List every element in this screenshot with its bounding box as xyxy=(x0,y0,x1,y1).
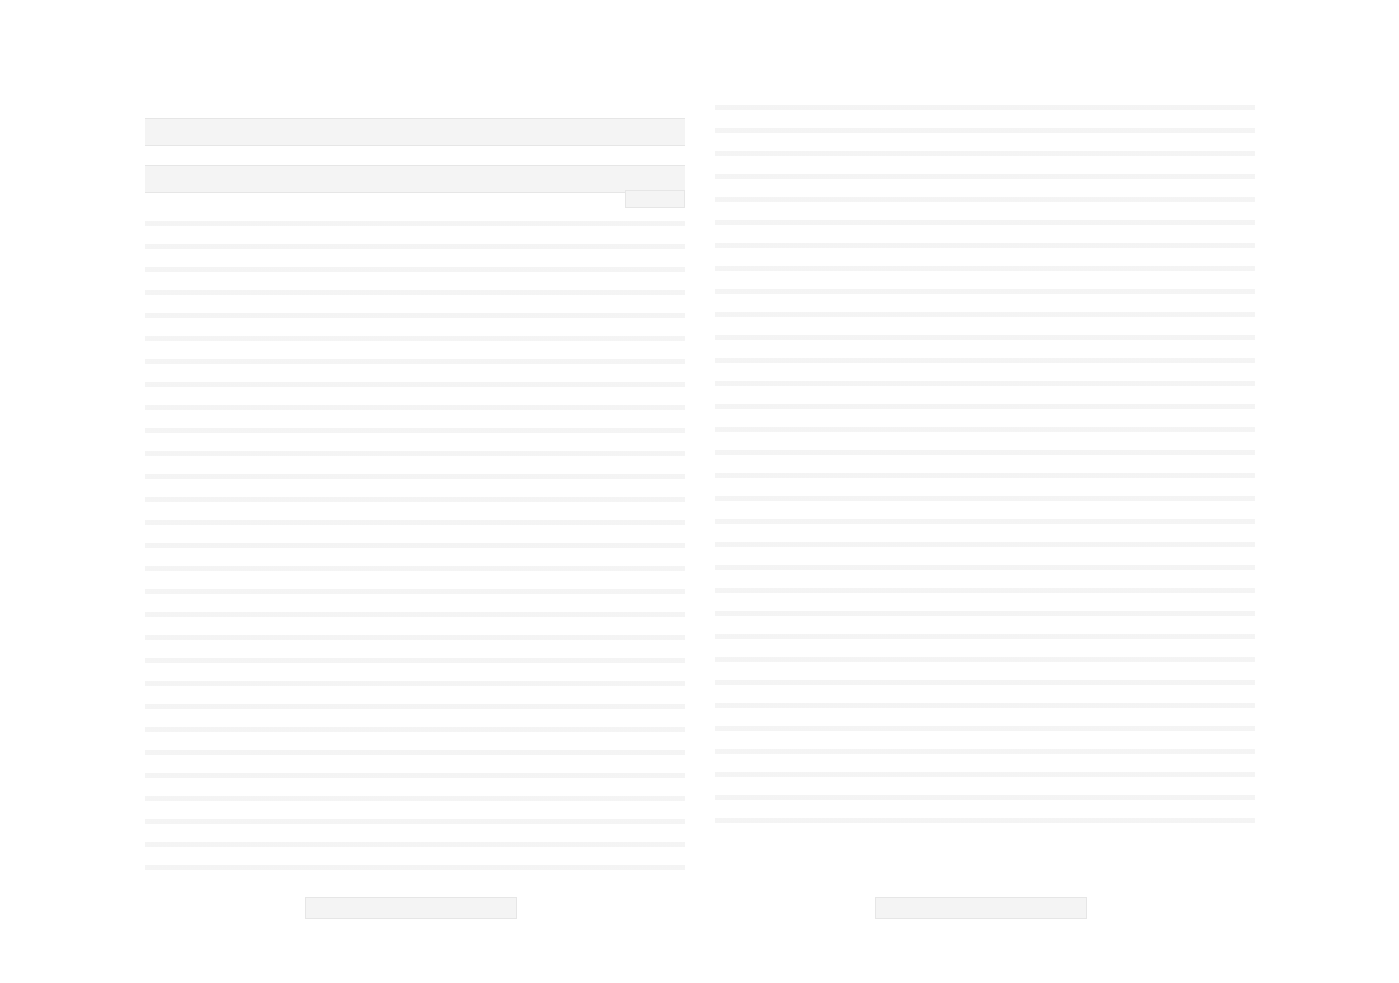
page-footer xyxy=(875,897,1087,919)
document-date xyxy=(625,190,685,208)
page-left xyxy=(145,0,685,983)
text-region xyxy=(715,96,1255,833)
page-footer xyxy=(305,897,517,919)
document-title xyxy=(145,118,685,146)
page-right xyxy=(715,0,1255,983)
text-region xyxy=(145,212,685,873)
document-subtitle xyxy=(145,165,685,193)
